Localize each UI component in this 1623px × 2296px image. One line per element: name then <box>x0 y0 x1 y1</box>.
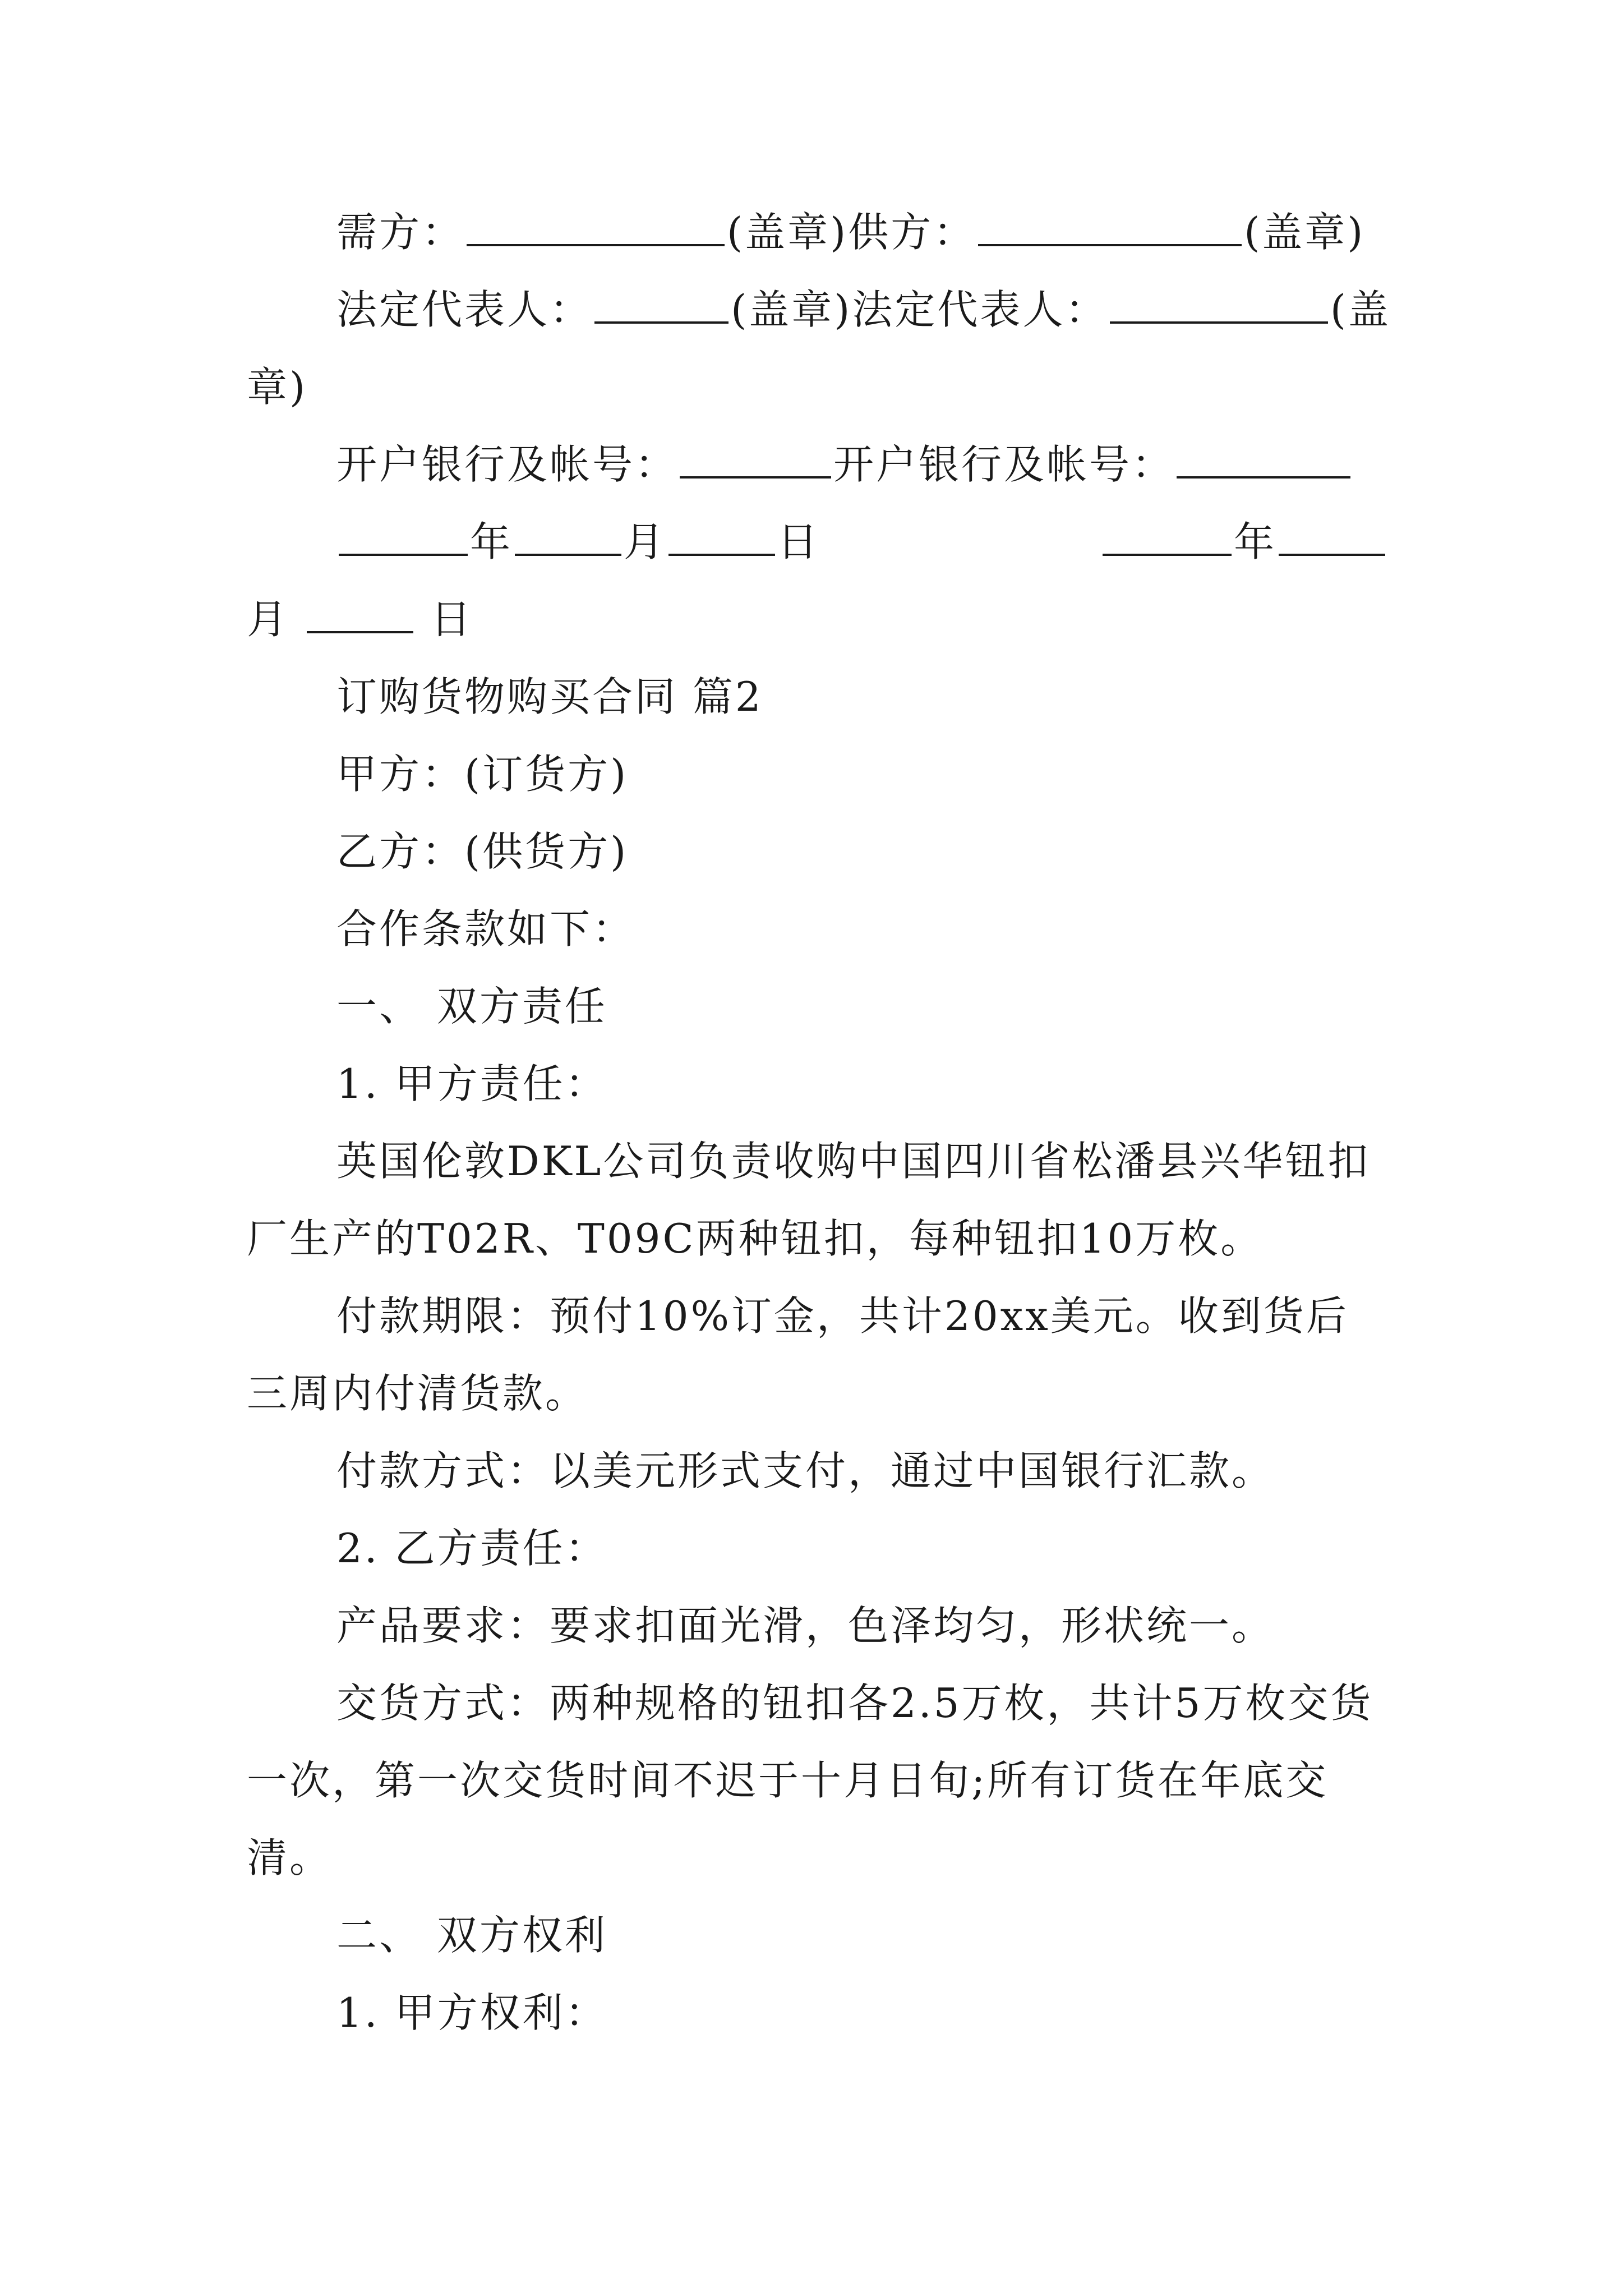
buyer-year-label: 年 <box>470 518 513 565</box>
buyer-day-blank <box>668 514 775 556</box>
legal-rep-line-wrap <box>247 348 1391 426</box>
buyer-label: 需方： <box>336 209 465 256</box>
supplier-label: 供方： <box>848 209 976 256</box>
buyer-month-blank <box>515 514 621 556</box>
buyer-legal-rep-label: 法定代表人： <box>336 286 593 333</box>
contract-title: 订购货物购买合同 篇2 <box>336 673 763 720</box>
supplier-year-label: 年 <box>1234 518 1277 565</box>
section-1-item-2-delivery: 交货方式：两种规格的钮扣各2.5万枚，共计5万枚交货一次，第一次交货时间不迟于十月日旬;所有订货在年底交清。 <box>247 1680 1373 1881</box>
party-b: 乙方：(供货方) <box>336 828 629 875</box>
supplier-bank-blank <box>1177 437 1350 478</box>
supplier-day-blank <box>307 592 413 633</box>
section-1-title: 一、 双方责任 <box>336 983 607 1030</box>
buyer-year-blank <box>339 514 468 556</box>
buyer-blank <box>467 205 725 246</box>
terms-intro: 合作条款如下： <box>336 905 635 953</box>
supplier-legal-rep-seal-part1: (盖 <box>1330 286 1391 333</box>
buyer-legal-rep-seal: (盖章) <box>731 286 852 333</box>
supplier-bank-label: 开户银行及帐号： <box>833 441 1175 488</box>
supplier-seal: (盖章) <box>1244 209 1366 256</box>
supplier-blank <box>978 205 1242 246</box>
supplier-legal-rep-label: 法定代表人： <box>852 286 1108 333</box>
buyer-bank-label: 开户银行及帐号： <box>336 441 678 488</box>
buyer-month-label: 月 <box>624 518 667 565</box>
section-1-item-2-title: 2. 乙方责任： <box>336 1525 608 1572</box>
legal-rep-line <box>336 271 1391 348</box>
signature-row-legal-rep <box>247 271 1391 426</box>
section-1-item-1-title: 1. 甲方责任： <box>336 1060 608 1107</box>
supplier-legal-rep-seal-part2: 章) <box>247 364 308 411</box>
buyer-seal: (盖章) <box>727 209 849 256</box>
supplier-month-label: 月 <box>247 596 290 643</box>
signature-row-parties <box>247 194 1391 271</box>
supplier-year-blank <box>1103 514 1232 556</box>
section-1-item-1-payment-term: 付款期限：预付10%订金，共计20xx美元。收到货后三周内付清货款。 <box>247 1292 1349 1417</box>
date-line <box>336 503 1391 581</box>
buyer-legal-rep-blank <box>594 282 728 324</box>
party-a: 甲方：(订货方) <box>336 751 629 798</box>
buyer-bank-blank <box>680 437 831 478</box>
section-1-item-2-product-requirement: 产品要求：要求扣面光滑，色泽均匀，形状统一。 <box>336 1602 1275 1649</box>
section-1-item-1-payment-method: 付款方式：以美元形式支付，通过中国银行汇款。 <box>336 1447 1275 1494</box>
supplier-month-blank <box>1279 514 1385 556</box>
signature-row-bank <box>247 426 1391 503</box>
buyer-day-label: 日 <box>777 518 820 565</box>
signature-row-date <box>247 503 1391 658</box>
supplier-legal-rep-blank <box>1110 282 1328 324</box>
section-2-title: 二、 双方权利 <box>336 1912 607 1959</box>
section-2-item-1-title: 1. 甲方权利： <box>336 1989 608 2036</box>
date-line-wrap <box>247 581 1391 658</box>
supplier-day-label: 日 <box>430 596 473 643</box>
document-body <box>247 194 1391 2051</box>
section-1-item-1-purchase: 英国伦敦DKL公司负责收购中国四川省松潘县兴华钮扣厂生产的T02R、T09C两种钮扣，每种钮扣10万枚。 <box>247 1138 1371 1262</box>
